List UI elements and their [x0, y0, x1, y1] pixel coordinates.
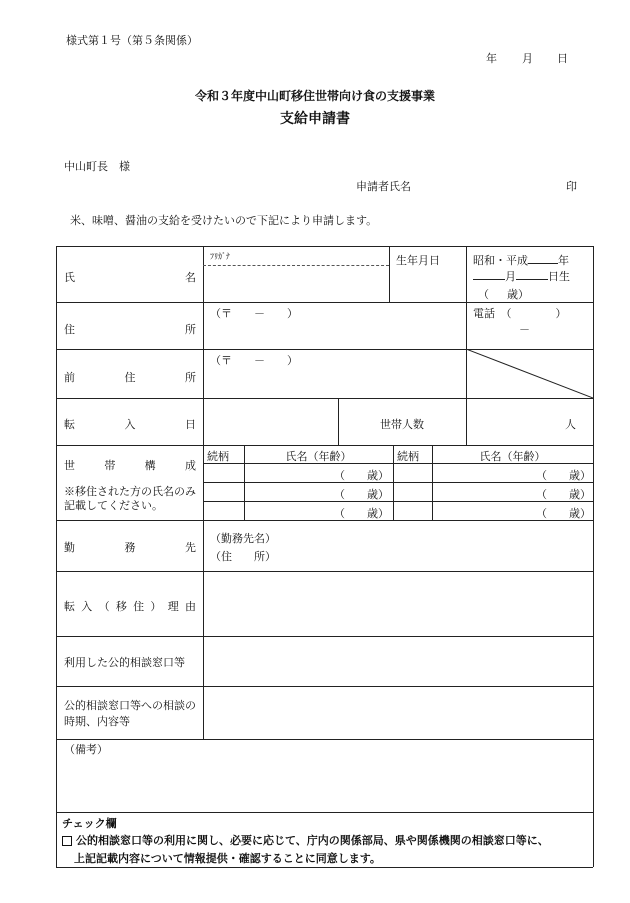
- work-name: （勤務先名）: [210, 532, 276, 545]
- birth-era-line: 昭和・平成 年: [473, 254, 569, 267]
- consult-label: 利用した公的相談窓口等: [64, 656, 185, 669]
- birth-label: 生年月日: [396, 254, 440, 267]
- household-note: ※移住された方の氏名のみ記載してください。: [64, 485, 196, 512]
- name-age-header-1: 氏名（年齢）: [285, 450, 352, 463]
- form-number: 様式第１号（第５条関係）: [66, 34, 198, 47]
- date-day: 日: [557, 52, 568, 65]
- document-subtitle: 支給申請書: [280, 111, 350, 127]
- date-month: 月: [522, 52, 533, 65]
- age-cell: （ 歳）: [536, 507, 591, 520]
- age-cell: （ 歳）: [334, 507, 389, 520]
- birth-month-day-line: 月 日生: [473, 268, 570, 284]
- person-unit: 人: [565, 418, 576, 431]
- name-label: 氏 名: [64, 271, 196, 284]
- remarks-label: （備考）: [64, 743, 108, 756]
- address-label: 住 所: [64, 323, 196, 336]
- age-cell: （ 歳）: [334, 469, 389, 482]
- work-label: 勤 務 先: [64, 541, 196, 554]
- age-cell: （ 歳）: [536, 469, 591, 482]
- relation-header-2: 続柄: [397, 450, 419, 463]
- recipient: 中山町長 様: [64, 160, 130, 173]
- consent-line-2: 上記記載内容について情報提供・確認することに同意します。: [74, 852, 381, 865]
- consent-checkbox[interactable]: [62, 836, 72, 846]
- reason-label: 転 入 （ 移 住 ） 理 由: [64, 600, 196, 613]
- postal-code: （〒 － ）: [210, 307, 298, 320]
- household-count-label: 世帯人数: [380, 418, 424, 431]
- phone-label: 電話 （ ）: [473, 307, 567, 320]
- work-address: （住 所）: [210, 550, 276, 563]
- check-title: チェック欄: [62, 817, 117, 830]
- date-year: 年: [486, 52, 497, 65]
- furigana-label: ﾌﾘｶﾞﾅ: [210, 252, 230, 261]
- diagonal-strike: [466, 349, 593, 398]
- consent-line-1: 公的相談窓口等の利用に関し、必要に応じて、庁内の関係部局、県や関係機関の相談窓口等に、: [62, 832, 549, 848]
- prev-address-label: 前 住 所: [64, 371, 196, 384]
- birth-age: （ 歳）: [478, 288, 529, 301]
- household-label: 世 帯 構 成: [64, 459, 196, 472]
- age-cell: （ 歳）: [334, 488, 389, 501]
- document-title: 令和３年度中山町移住世帯向け食の支援事業: [194, 89, 435, 103]
- prev-postal-code: （〒 － ）: [210, 354, 298, 367]
- movein-label: 転 入 日: [64, 418, 196, 431]
- name-age-header-2: 氏名（年齢）: [479, 450, 546, 463]
- age-cell: （ 歳）: [536, 488, 591, 501]
- consult-time-label: 公的相談窓口等への相談の時期、内容等: [64, 699, 196, 728]
- intro-text: 米、味噌、醤油の支給を受けたいので下記により申請します。: [70, 214, 378, 227]
- relation-header-1: 続柄: [207, 450, 229, 463]
- applicant-name-label: 申請者氏名: [356, 180, 411, 193]
- seal-mark: 印: [566, 180, 577, 193]
- phone-dash: －: [519, 323, 530, 336]
